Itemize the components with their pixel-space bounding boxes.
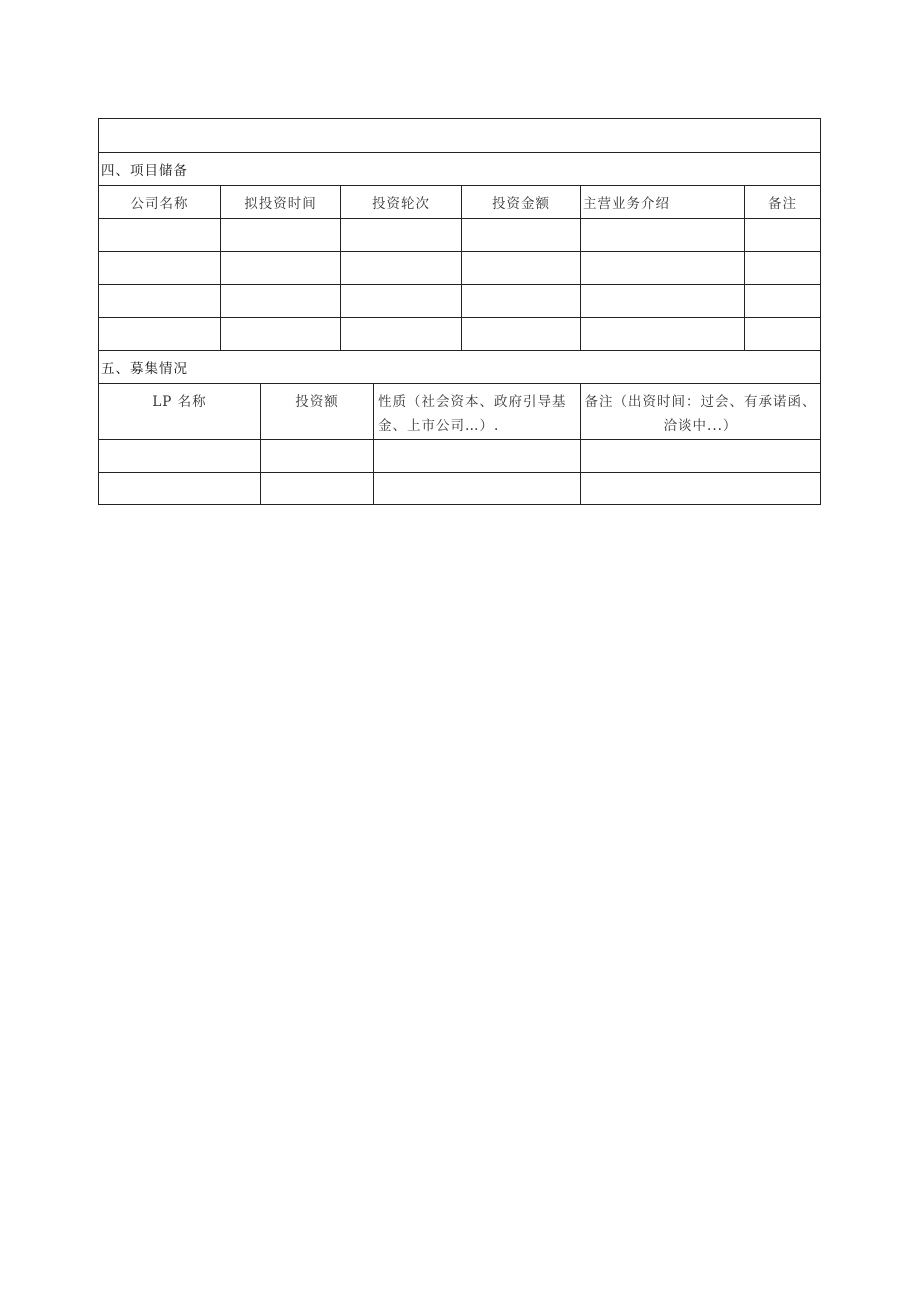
table-row bbox=[98, 284, 821, 317]
table-cell[interactable] bbox=[99, 473, 260, 504]
table-cell[interactable] bbox=[220, 318, 340, 350]
table-cell[interactable] bbox=[99, 318, 220, 350]
table-cell[interactable] bbox=[580, 285, 744, 317]
table-cell[interactable] bbox=[260, 473, 373, 504]
header-company-name: 公司名称 bbox=[130, 196, 189, 212]
header-investment-amount: 投资金额 bbox=[461, 186, 580, 218]
project-reserve-header-row bbox=[98, 185, 821, 218]
table-row bbox=[98, 251, 821, 284]
table-cell[interactable] bbox=[744, 252, 820, 284]
table-cell[interactable] bbox=[220, 219, 340, 251]
table-cell[interactable] bbox=[99, 440, 260, 472]
table-cell[interactable] bbox=[373, 473, 580, 504]
table-cell[interactable] bbox=[340, 252, 461, 284]
table-cell[interactable] bbox=[744, 318, 820, 350]
table-cell[interactable] bbox=[461, 219, 580, 251]
table-row bbox=[98, 439, 821, 472]
header-investment-round: 投资轮次 bbox=[340, 186, 461, 218]
header-planned-investment-time: 拟投资时间 bbox=[220, 186, 340, 218]
table-cell[interactable] bbox=[220, 252, 340, 284]
section-title-project-reserve: 四、项目储备 bbox=[98, 152, 821, 185]
table-cell[interactable] bbox=[99, 252, 220, 284]
section-title-fundraising: 五、募集情况 bbox=[98, 350, 821, 383]
table-cell[interactable] bbox=[340, 285, 461, 317]
blank-row bbox=[98, 118, 821, 152]
table-cell[interactable] bbox=[220, 285, 340, 317]
header-remarks-funding: 备注（出资时间：过会、有承诺函、洽谈中...） bbox=[580, 384, 820, 439]
header-investment-amount: 投资额 bbox=[260, 384, 373, 439]
table-cell[interactable] bbox=[340, 219, 461, 251]
table-cell[interactable] bbox=[580, 252, 744, 284]
table-cell[interactable] bbox=[580, 219, 744, 251]
table-row bbox=[98, 218, 821, 251]
header-remarks: 备注 bbox=[744, 186, 820, 218]
header-nature: 性质（社会资本、政府引导基金、上市公司…）. bbox=[373, 384, 580, 439]
table-cell[interactable] bbox=[340, 318, 461, 350]
table-cell[interactable] bbox=[580, 318, 744, 350]
table-row bbox=[98, 472, 821, 505]
table-row bbox=[98, 317, 821, 350]
table-cell[interactable] bbox=[461, 285, 580, 317]
document-table bbox=[98, 118, 821, 505]
table-cell[interactable] bbox=[260, 440, 373, 472]
table-cell[interactable] bbox=[99, 285, 220, 317]
header-main-business: 主营业务介绍 bbox=[580, 186, 744, 218]
table-cell[interactable] bbox=[461, 318, 580, 350]
table-cell[interactable] bbox=[744, 219, 820, 251]
fundraising-header-row bbox=[98, 383, 821, 439]
table-cell[interactable] bbox=[580, 473, 820, 504]
header-lp-name: LP 名称 bbox=[152, 394, 207, 410]
table-cell[interactable] bbox=[373, 440, 580, 472]
table-cell[interactable] bbox=[744, 285, 820, 317]
table-cell[interactable] bbox=[99, 219, 220, 251]
table-cell[interactable] bbox=[461, 252, 580, 284]
table-cell[interactable] bbox=[580, 440, 820, 472]
